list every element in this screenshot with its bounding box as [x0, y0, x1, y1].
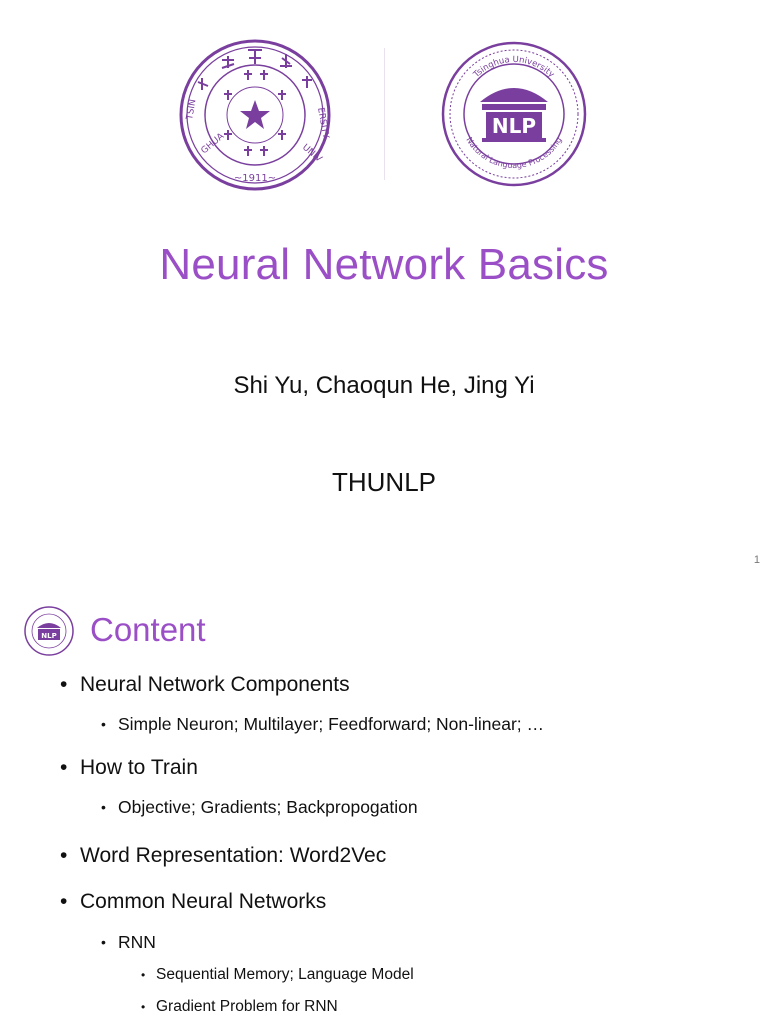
outline-item	[101, 932, 156, 953]
svg-text:UNIV: UNIV	[300, 142, 324, 165]
svg-text:GHUA: GHUA	[199, 131, 227, 157]
outline-item-text: Simple Neuron; Multilayer; Feedforward; Non-linear; …	[118, 714, 544, 734]
outline-item	[141, 998, 338, 1016]
organization: THUNLP	[331, 467, 436, 497]
bullet-icon: •	[101, 716, 106, 732]
thunlp-small-logo	[24, 606, 74, 661]
outline-item	[60, 844, 387, 868]
outline-item-text: How to Train	[80, 756, 198, 779]
slide-heading: Content	[90, 611, 206, 648]
logo-divider	[384, 48, 385, 180]
outline-item-text: Gradient Problem for RNN	[156, 998, 338, 1015]
svg-text:NLP: NLP	[491, 114, 537, 138]
page-number: 1	[753, 554, 760, 566]
svg-text:Natural Language Processing: Natural Language Processing	[464, 135, 564, 171]
content-slide	[0, 578, 768, 1024]
bullet-icon: •	[141, 1000, 146, 1014]
outline-item	[60, 890, 327, 914]
outline-item	[60, 756, 198, 780]
svg-text:TSIN: TSIN	[185, 98, 199, 121]
thunlp-logo	[440, 40, 588, 188]
bullet-icon: •	[60, 756, 68, 779]
bullet-icon: •	[101, 799, 106, 815]
outline-item-text: Neural Network Components	[80, 673, 350, 696]
outline-item-text: Sequential Memory; Language Model	[156, 966, 414, 983]
outline-item-text: Word Representation: Word2Vec	[80, 844, 387, 867]
bullet-icon: •	[60, 844, 68, 867]
outline-item-text: Objective; Gradients; Backpropogation	[118, 797, 418, 817]
bullet-icon: •	[141, 968, 146, 982]
outline-item	[101, 797, 418, 818]
bullet-icon: •	[60, 890, 68, 913]
bullet-icon: •	[60, 673, 68, 696]
bullet-icon: •	[101, 934, 106, 950]
outline-item	[141, 966, 414, 984]
tsinghua-university-seal	[178, 38, 332, 192]
authors: Shi Yu, Chaoqun He, Jing Yi	[233, 372, 535, 399]
outline-item	[101, 714, 544, 735]
svg-text:~1911~: ~1911~	[233, 173, 277, 184]
outline-item-text: Common Neural Networks	[80, 890, 327, 913]
svg-text:Tsinghua University: Tsinghua University	[471, 54, 557, 80]
svg-text:ERSITY: ERSITY	[315, 106, 331, 140]
outline-item	[60, 673, 350, 697]
svg-text:NLP: NLP	[41, 632, 57, 640]
slide-title: Neural Network Basics	[159, 240, 609, 289]
outline-item-text: RNN	[118, 932, 156, 952]
